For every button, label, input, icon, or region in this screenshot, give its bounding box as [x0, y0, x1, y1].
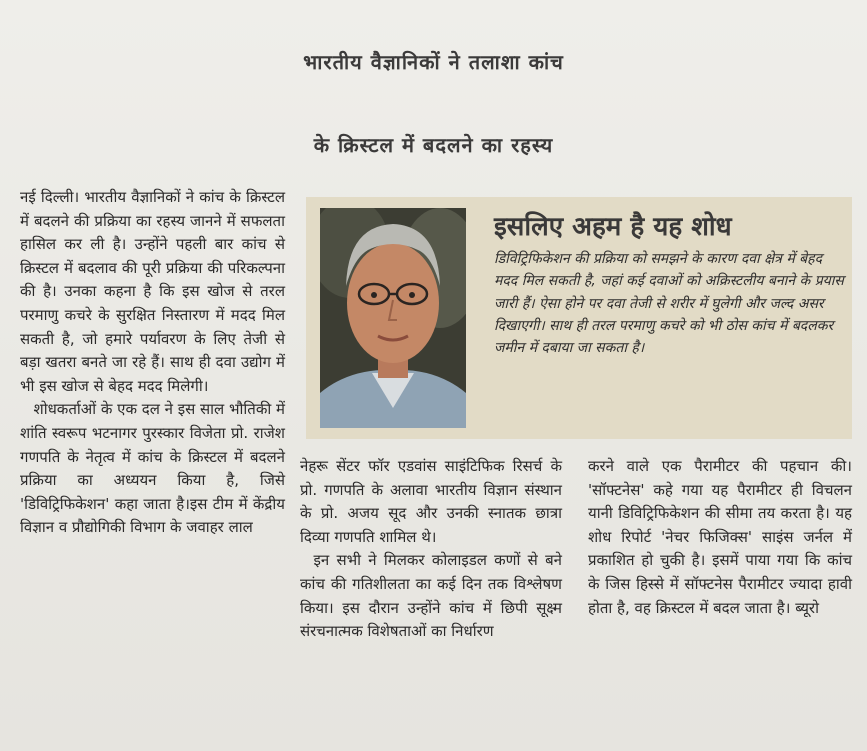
paragraph: करने वाले एक पैरामीटर की पहचान की। 'सॉफ्टनेस' कहे गया यह पैरामीटर ही विचलन यानी डिविट्रिफिकेशन की सीमा तय करता है। यह शोध रिपोर्ट 'नेचर फिजिक्स' साइंस जर्नल में प्रकाशित हो चुकी है। इसमें पाया गया कि कांच के जिस हिस्से में सॉफ्टनेस पैरामीटर ज्यादा हावी होता है, वह क्रिस्टल में बदल जाता है। ब्यूरो: [588, 457, 852, 617]
paragraph: इन सभी ने मिलकर कोलाइडल कणों से बने कांच की गतिशीलता का कई दिन तक विश्लेषण किया। इस दौरान उन्होंने कांच में छिपी सूक्ष्म संरचनात्मक विशेषताओं का निर्धारण: [300, 551, 562, 641]
portrait-photo: [320, 208, 466, 428]
article-column-2: [300, 455, 562, 644]
article-column-1: [20, 186, 285, 540]
paragraph: शोधकर्ताओं के एक दल ने इस साल भौतिकी में शांति स्वरूप भटनागर पुरस्कार विजेता प्रो. राजेश गणपति के नेतृत्व में कांच के क्रिस्टल में बदलने प्रक्रिया का अध्ययन किया है, जिसे 'डिविट्रिफिकेशन' कहा जाता है।इस टीम में केंद्रीय विज्ञान व प्रौद्योगिकी विभाग के जवाहर लाल: [20, 400, 285, 537]
sidebar-text: डिविट्रिफिकेशन की प्रक्रिया को समझने के कारण दवा क्षेत्र में बेहद मदद मिल सकती है, जहां कई दवाओं को अक्रिस्टलीय बनाने के प्रयास जारी हैं। ऐसा होने पर दवा तेजी से शरीर में घुलेगी और जल्द असर दिखाएगी। साथ ही तरल परमाणु कचरे को भी ठोस कांच में बदलकर जमीन में दबाया जा सकता है।: [494, 251, 844, 357]
sidebar-title: इसलिए अहम है यह शोध: [494, 212, 732, 242]
paragraph: नेहरू सेंटर फॉर एडवांस साइंटिफिक रिसर्च के प्रो. गणपति के अलावा भारतीय विज्ञान संस्थान के प्रो. अजय सूद और उनकी स्नातक छात्रा दिव्या गणपति शामिल थे।: [300, 457, 562, 546]
headline-line-2: के क्रिस्टल में बदलने का रहस्य: [313, 133, 554, 157]
article-column-3: [588, 455, 852, 620]
portrait-icon: [320, 208, 466, 428]
paragraph: नई दिल्ली। भारतीय वैज्ञानिकों ने कांच के क्रिस्टल में बदलने की प्रक्रिया का रहस्य जानने में सफलता हासिल कर ली है। उन्होंने पहली बार कांच से क्रिस्टल में बदलाव की पूरी प्रक्रिया की परिकल्पना की है। उनका कहना है कि इस खोज से तरल परमाणु कचरे के सुरक्षित निस्तारण में मदद मिल सकती है, जो हमारे पर्यावरण के लिए तेजी से बड़ा खतरा बनते जा रहे हैं। साथ ही दवा उद्योग में भी इस खोज से बेहद मदद मिलेगी।: [20, 188, 285, 395]
headline-line-1: भारतीय वैज्ञानिकों ने तलाशा कांच: [303, 50, 564, 74]
